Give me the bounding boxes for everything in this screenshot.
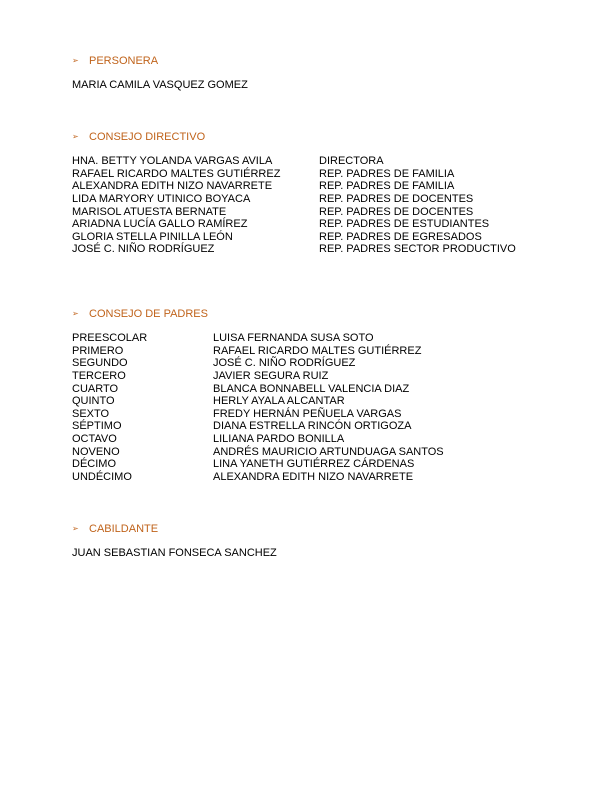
parent-name: HERLY AYALA ALCANTAR (213, 395, 345, 408)
member-role: REP. PADRES DE FAMILIA (319, 167, 455, 180)
member-role: REP. PADRES DE DOCENTES (319, 205, 474, 218)
parent-name: DIANA ESTRELLA RINCÓN ORTIGOZA (213, 420, 412, 433)
grade-label: PREESCOLAR (72, 332, 148, 344)
consejo-directivo-names (72, 155, 280, 256)
member-role: DIRECTORA (319, 155, 384, 167)
member-role: REP. PADRES SECTOR PRODUCTIVO (319, 243, 516, 256)
member-name: ARIADNA LUCÍA GALLO RAMÍREZ (72, 218, 248, 231)
arrow-bullet-icon: ➢ (72, 309, 79, 318)
member-name: RAFAEL RICARDO MALTES GUTIÉRREZ (72, 167, 281, 180)
member-role: REP. PADRES DE FAMILIA (319, 180, 455, 193)
member-name: MARISOL ATUESTA BERNATE (72, 205, 227, 218)
parent-name: ANDRÉS MAURICIO ARTUNDUAGA SANTOS (213, 445, 444, 458)
member-role: REP. PADRES DE DOCENTES (319, 192, 474, 205)
parent-name: FREDY HERNÁN PEÑUELA VARGAS (213, 407, 402, 420)
parent-name: RAFAEL RICARDO MALTES GUTIÉRREZ (213, 344, 422, 357)
heading-text: CABILDANTE (89, 523, 159, 535)
member-role: REP. PADRES DE EGRESADOS (319, 230, 482, 243)
grade-label: TERCERO (72, 369, 126, 382)
grade-label: CUARTO (72, 382, 119, 395)
consejo-padres-grades (72, 332, 147, 484)
heading-text: PERSONERA (89, 55, 159, 67)
parent-name: LINA YANETH GUTIÉRREZ CÁRDENAS (213, 458, 415, 471)
member-name: LIDA MARYORY UTINICO BOYACA (72, 192, 251, 205)
grade-label: SÉPTIMO (72, 420, 122, 433)
arrow-bullet-icon: ➢ (72, 132, 79, 141)
parent-name: BLANCA BONNABELL VALENCIA DIAZ (213, 382, 410, 395)
member-name: JOSÉ C. NIÑO RODRÍGUEZ (72, 243, 215, 256)
heading-text: CONSEJO DIRECTIVO (89, 131, 206, 143)
section-heading-consejo-directivo (72, 130, 205, 144)
section-heading-cabildante (72, 522, 158, 536)
personera-name: MARIA CAMILA VASQUEZ GOMEZ (72, 79, 248, 91)
member-role: REP. PADRES DE ESTUDIANTES (319, 218, 490, 231)
member-name: GLORIA STELLA PINILLA LEÓN (72, 230, 233, 243)
grade-label: SEXTO (72, 407, 110, 420)
parent-name: ALEXANDRA EDITH NIZO NAVARRETE (213, 471, 414, 484)
grade-label: PRIMERO (72, 344, 124, 357)
parent-name: LUISA FERNANDA SUSA SOTO (213, 332, 374, 344)
parent-name: JAVIER SEGURA RUIZ (213, 369, 329, 382)
arrow-bullet-icon: ➢ (72, 524, 79, 533)
consejo-padres-names (213, 332, 444, 484)
consejo-directivo-roles (319, 155, 516, 256)
member-name: HNA. BETTY YOLANDA VARGAS AVILA (72, 155, 273, 167)
grade-label: OCTAVO (72, 433, 117, 446)
grade-label: DÉCIMO (72, 458, 116, 471)
heading-text: CONSEJO DE PADRES (89, 308, 208, 320)
grade-label: QUINTO (72, 395, 115, 408)
grade-label: SEGUNDO (72, 357, 128, 370)
cabildante-name: JUAN SEBASTIAN FONSECA SANCHEZ (72, 547, 277, 559)
parent-name: JOSÉ C. NIÑO RODRÍGUEZ (213, 357, 356, 370)
parent-name: LILIANA PARDO BONILLA (213, 433, 345, 446)
section-heading-personera (72, 54, 158, 68)
member-name: ALEXANDRA EDITH NIZO NAVARRETE (72, 180, 273, 193)
arrow-bullet-icon: ➢ (72, 56, 79, 65)
grade-label: UNDÉCIMO (72, 471, 132, 484)
section-heading-consejo-padres (72, 307, 208, 321)
grade-label: NOVENO (72, 445, 120, 458)
